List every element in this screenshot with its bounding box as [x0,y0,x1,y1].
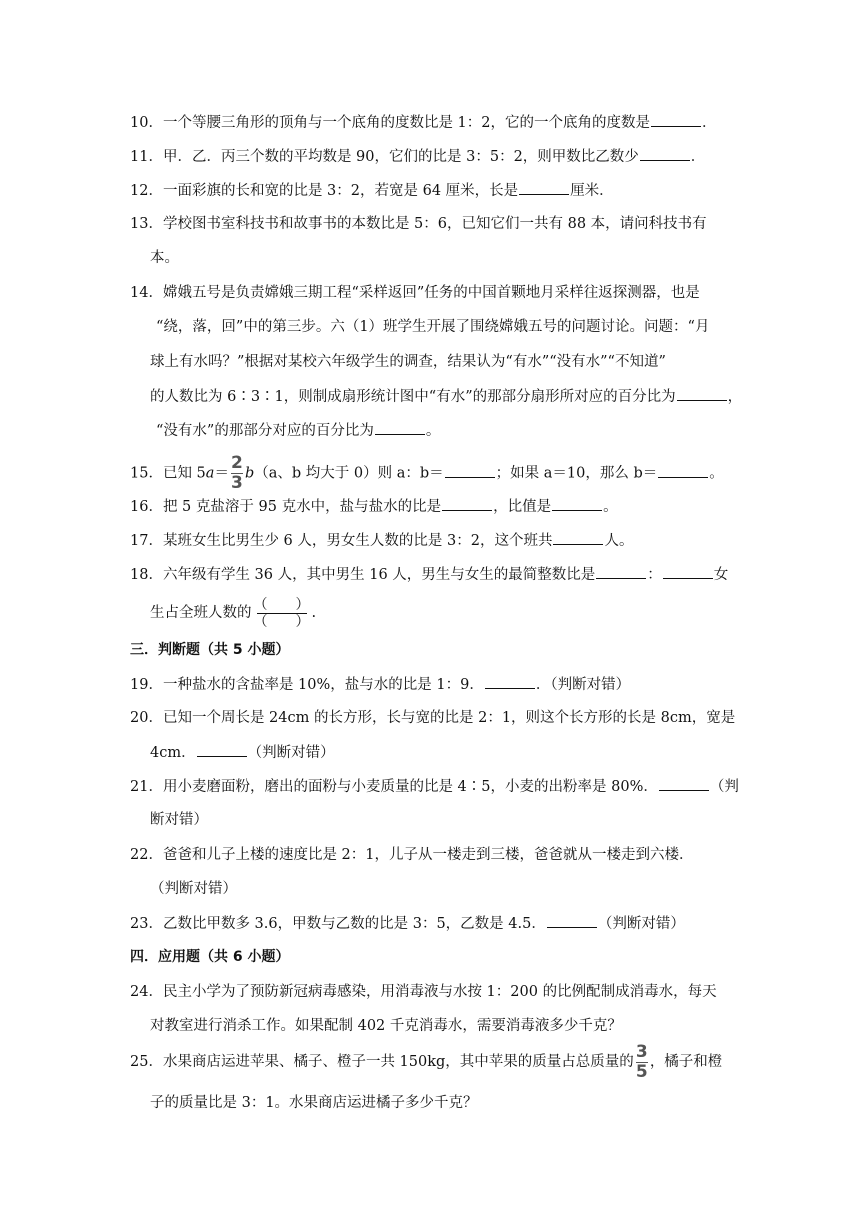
answer-blank[interactable] [547,913,597,928]
question-20-line2 [150,742,335,763]
question-21 [130,776,739,797]
question-16 [130,496,618,517]
question-24 [130,982,717,1002]
question-text: 某班女生比男生少 6 人，男女生人数的比是 3：2，这个班共 [162,533,553,549]
question-number: 11． [130,149,163,165]
question-end: ． [702,115,717,131]
question-15 [130,455,724,492]
fraction-numerator-blank[interactable]: （ ） [253,596,310,613]
question-end: （判断对错） [597,916,685,932]
variable-b: b [244,465,255,482]
question-end: （判断对错） [247,745,335,761]
question-number: 14． [130,285,163,301]
answer-blank[interactable] [197,742,247,757]
question-text: （判断对错） [150,881,237,897]
question-text: 已知 5 [162,465,206,482]
question-text: 球上有水吗？”根据对某校六年级学生的调查，结果认为“有水”“没有水”“不知道” [150,354,666,370]
question-text: 爸爸和儿子上楼的速度比是 2：1，儿子从一楼走到三楼，爸爸就从一楼走到六楼． [162,847,694,863]
answer-blank[interactable] [658,463,708,478]
section-heading-application: 四．应用题（共 6 小题） [130,949,290,965]
question-text: ，比值是 [493,499,552,515]
question-18 [130,564,728,585]
question-text: 子的质量比是 3：1。水果商店运进橘子多少千克？ [150,1095,478,1111]
question-text: 一种盐水的含盐率是 10%，盐与水的比是 1：9． [162,677,484,693]
question-13 [130,214,707,234]
answer-blank[interactable] [485,674,535,689]
section-heading-judge: 三．判断题（共 5 小题） [130,642,290,658]
question-text: “绕，落，回”中的第三步。六（1）班学生开展了围绕嫦娥五号的问题讨论。问题：“月 [156,319,710,335]
question-17 [130,530,633,551]
fraction-denominator: 3 [231,473,243,493]
answer-blank[interactable] [651,112,701,127]
question-text: 一面彩旗的长和宽的比是 3：2，若宽是 64 厘米，长是 [162,183,519,199]
question-end: ． [690,149,706,165]
question-text: 乙数比甲数多 3.6，甲数与乙数的比是 3：5，乙数是 4.5． [162,916,546,932]
question-24-line2 [150,1016,622,1036]
variable-a: a [205,465,215,482]
answer-blank[interactable] [677,386,727,401]
question-number: 21． [130,779,163,795]
question-text: 断对错） [150,812,208,828]
question-text: 甲．乙．丙三个数的平均数是 90，它们的比是 3：5：2，则甲数比乙数少 [162,149,639,165]
question-number: 15． [130,465,163,482]
question-13-line2 [150,248,179,268]
answer-blank[interactable] [663,564,713,579]
question-end: 女 [713,567,729,583]
question-14-line2 [156,317,709,337]
question-end: 厘米． [570,183,614,199]
question-25-line2 [150,1093,478,1113]
question-number: 20． [130,710,163,726]
question-14 [130,283,700,303]
question-end: 。 [603,499,618,515]
question-23 [130,913,685,934]
question-number: 13． [130,216,163,232]
question-end: 。 [425,423,441,439]
question-25 [130,1042,722,1082]
question-text: 4cm． [150,745,196,761]
fraction-two-thirds [231,455,243,492]
question-text: ： [647,567,662,583]
question-end: 。 [709,465,724,482]
answer-blank[interactable] [640,146,690,161]
question-text: ；如果 a＝10，那么 b＝ [495,465,658,482]
fraction-denominator: 5 [635,1061,648,1082]
question-19 [130,674,630,695]
question-text: 嫦娥五号是负责嫦娥三期工程“采样返回”任务的中国首颗地月采样往返探测器，也是 [162,285,700,301]
question-text: （a、b 均大于 0）则 a：b＝ [254,465,444,482]
question-20 [130,708,735,728]
answer-blank[interactable] [445,463,495,478]
question-10 [130,112,717,133]
question-end: ， [727,389,743,405]
question-text: 已知一个周长是 24cm 的长方形，长与宽的比是 2：1，则这个长方形的长是 8cm，宽是 [162,710,736,726]
question-text: 用小麦磨面粉，磨出的面粉与小麦质量的比是 4∶5，小麦的出粉率是 80%． [162,779,658,795]
answer-blank[interactable] [553,530,603,545]
question-22 [130,845,694,865]
question-number: 25． [130,1054,163,1070]
question-18-line2 [150,594,316,632]
question-22-line2 [150,879,237,899]
answer-blank[interactable] [552,496,602,511]
question-12 [130,180,614,201]
question-21-line2 [150,810,208,830]
fraction-numerator: 2 [231,453,243,473]
question-end: . [311,605,317,621]
question-text: 民主小学为了预防新冠病毒感染，用消毒液与水按 1：200 的比例配制成消毒水，每天 [162,984,717,1000]
question-number: 10． [130,115,163,131]
question-text: 本。 [150,250,179,266]
question-number: 16． [130,499,163,515]
question-text: 六年级有学生 36 人，其中男生 16 人，男生与女生的最简整数比是 [162,567,596,583]
question-text: 水果商店运进苹果、橘子、橙子一共 150kg，其中苹果的质量占总质量的 [162,1054,634,1070]
question-number: 19． [130,677,163,693]
equals-sign: ＝ [214,465,229,482]
question-text: 学校图书室科技书和故事书的本数比是 5：6，已知它们一共有 88 本，请问科技书有 [162,216,707,232]
question-number: 22． [130,847,163,863]
answer-blank[interactable] [375,420,425,435]
answer-blank[interactable] [659,776,709,791]
question-number: 24． [130,984,163,1000]
question-14-line5 [156,420,440,441]
question-number: 18． [130,567,163,583]
question-number: 12． [130,183,163,199]
fraction-blank[interactable] [254,598,310,629]
question-text: 的人数比为 6∶3∶1，则制成扇形统计图中“有水”的那部分扇形所对应的百分比为 [150,389,676,405]
fraction-numerator: 3 [635,1041,648,1062]
fraction-denominator-blank[interactable]: （ ） [253,613,310,630]
answer-blank[interactable] [596,564,646,579]
question-text: 对教室进行消杀工作。如果配制 402 千克消毒水，需要消毒液多少千克？ [150,1018,622,1034]
question-14-line4 [150,386,742,407]
answer-blank[interactable] [519,180,569,195]
question-11 [130,146,705,167]
answer-blank[interactable] [442,496,492,511]
question-end: ．（判断对错） [535,677,631,693]
question-number: 17． [130,533,163,549]
question-end: 人。 [604,533,634,549]
question-end: （判 [709,779,739,795]
question-text: 把 5 克盐溶于 95 克水中，盐与盐水的比是 [162,499,442,515]
question-text: 一个等腰三角形的顶角与一个底角的度数比是 1：2，它的一个底角的度数是 [162,115,651,131]
question-14-line3 [150,352,666,372]
question-text: 生占全班人数的 [150,605,252,621]
question-number: 23． [130,916,163,932]
question-text: ，橘子和橙 [649,1054,723,1070]
fraction-three-fifths [635,1041,648,1082]
question-text: “没有水”的那部分对应的百分比为 [156,423,374,439]
